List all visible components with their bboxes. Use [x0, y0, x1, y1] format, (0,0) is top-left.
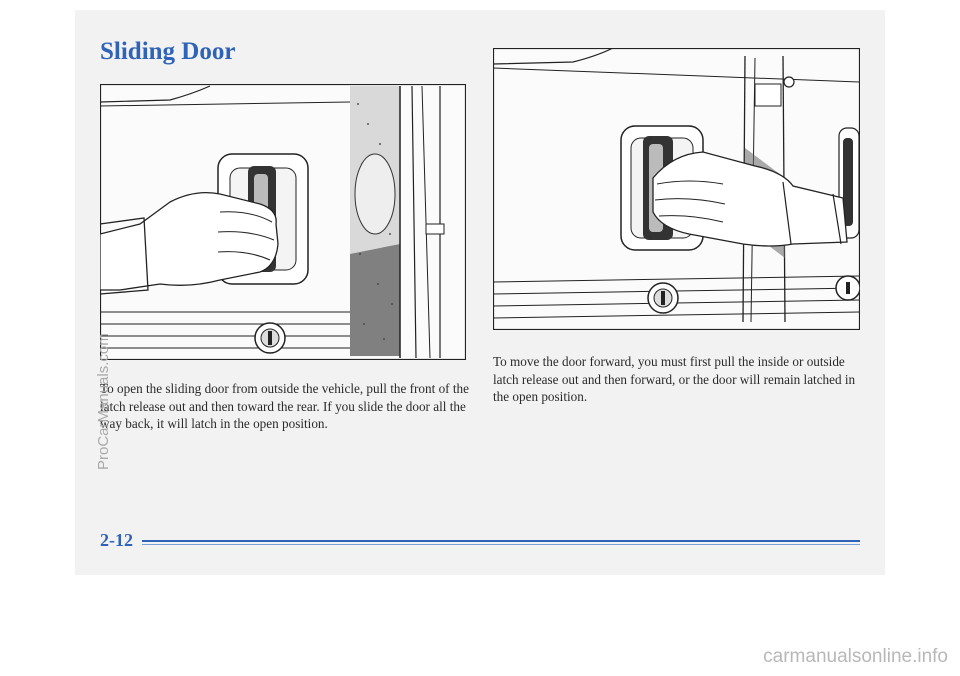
right-instruction-text: To move the door forward, you must first pull the inside or outside latch release out and then forward, or the door will remain latched in the open position.: [493, 354, 856, 405]
left-instruction-text: To open the sliding door from outside the vehicle, pull the front of the latch release out and then toward the rear. If you slide the door all the way back, it will latch in the open position.: [100, 381, 469, 432]
bottom-watermark: carmanualsonline.info: [763, 646, 948, 667]
illustration-open-door: [100, 84, 466, 360]
page-number: 2-12: [100, 530, 133, 550]
page-title: Sliding Door: [100, 38, 236, 65]
illustration-close-door: [493, 48, 860, 330]
footer-rule-secondary: [142, 544, 860, 545]
side-watermark: ProCarManuals.com: [95, 333, 112, 470]
footer-rule: [142, 540, 860, 542]
